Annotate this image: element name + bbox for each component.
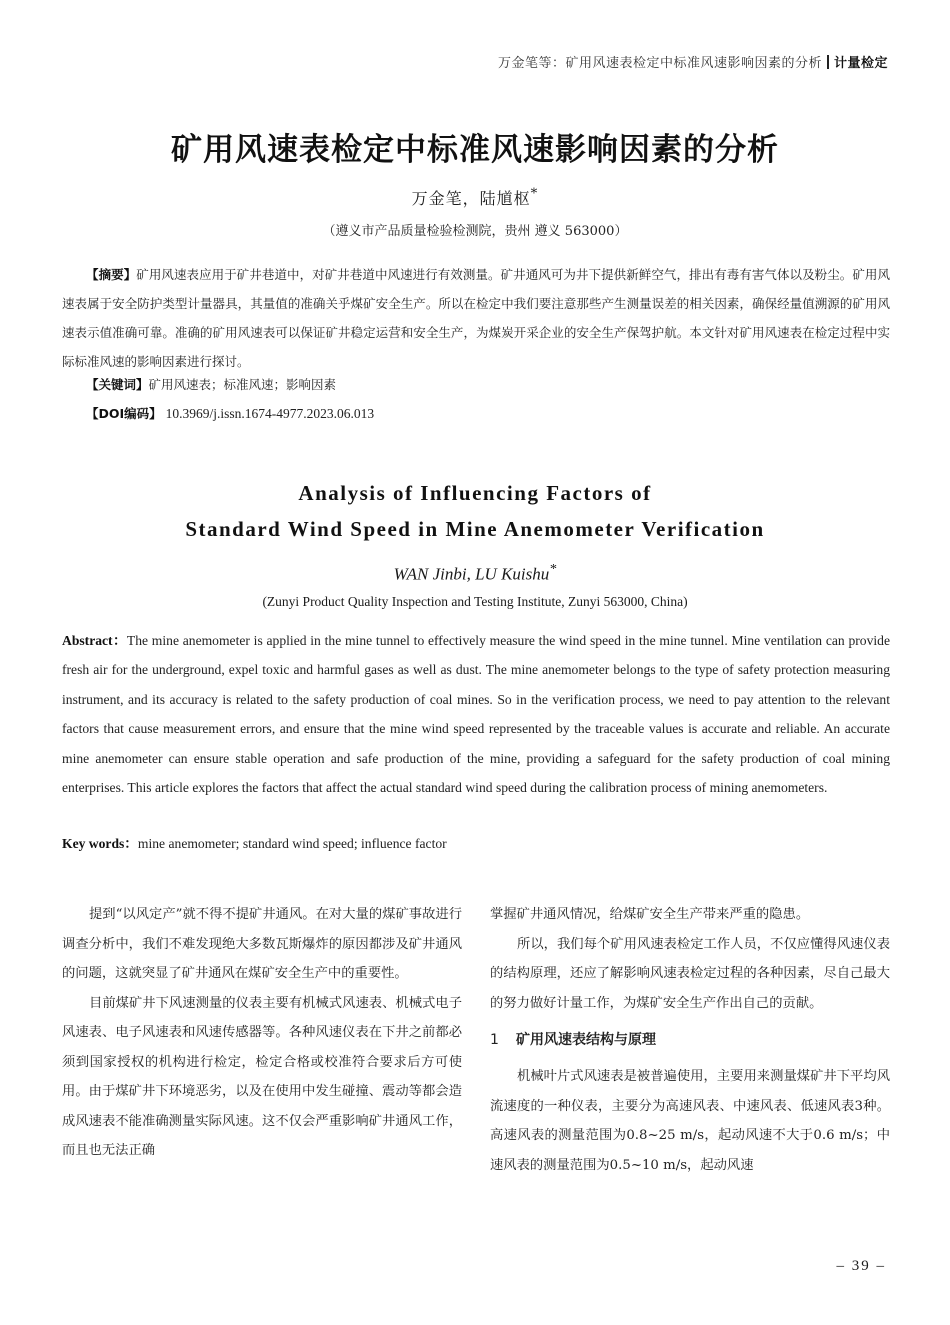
doi-value[interactable]: 10.3969/j.issn.1674-4977.2023.06.013 (165, 406, 375, 421)
abstract-zh-label: 【摘要】 (86, 267, 137, 282)
body-paragraph: 目前煤矿井下风速测量的仪表主要有机械式风速表、机械式电子风速表、电子风速表和风速传感器等。各种风速仪表在下井之前都必须到国家授权的机构进行检定，检定合格或校准符合要求后方可使用。由于煤矿井下环境恶劣，以及在使用中发生碰撞、震动等都会造成风速表不能准确测量实际风速。这不仅会严重影响矿井通风工作，而且也无法正确 (62, 995, 462, 1158)
body-paragraph: 机械叶片式风速表是被普遍使用，主要用来测量煤矿井下平均风流速度的一种仪表，主要分为高速风表、中速风表、低速风表3种。高速风表的测量范围为0.8~25 m/s，起动风速不大于0.6 m/s；中速风表的测量范围为0.5~10 m/s，起动风速 (490, 1069, 890, 1173)
body-paragraph: 提到“以风定产”就不得不提矿井通风。在对大量的煤矿事故进行调查分析中，我们不难发现绝大多数瓦斯爆炸的原因都涉及矿井通风的问题，这就突显了矿井通风在煤矿安全生产中的重要性。 (62, 907, 462, 981)
body-column-left (62, 900, 462, 1166)
running-header-section: 计量检定 (833, 56, 888, 71)
affiliation-zh: （遵义市产品质量检验检测院，贵州 遵义 563000） (322, 224, 628, 239)
section-heading-1 (490, 1028, 890, 1052)
keywords-zh (86, 375, 336, 393)
keywords-en-label: Key words： (62, 836, 138, 851)
authors-en-names: WAN Jinbi, LU Kuishu (393, 564, 550, 584)
authors-en (0, 561, 950, 585)
section-number: 1 (490, 1032, 499, 1048)
keywords-en-text: mine anemometer; standard wind speed; influence factor (137, 836, 447, 851)
authors-zh-names: 万金笔，陆馗枢 (411, 189, 531, 208)
keywords-zh-text: 矿用风速表；标准风速；影响因素 (148, 377, 337, 392)
affiliation-en: (Zunyi Product Quality Inspection and Testing Institute, Zunyi 563000, China) (262, 594, 688, 609)
body-paragraph-continuation: 掌握矿井通风情况，给煤矿安全生产带来严重的隐患。 (490, 907, 810, 922)
abstract-en-text: The mine anemometer is applied in the mine tunnel to effectively measure the wind speed in the mine tunnel. Mine ventilation can provide fresh air for the underground, expel toxic and harmful gases as well as dust. The mine anemometer belongs to the type of safety protection measuring instrument, and its accuracy is related to the safety production of coal mines. So in the verification process, we need to pay attention to the relevant factors that cause measurement errors, and ensure that the mine wind speed represented by the traceable values is accurate and reliable. An accurate mine anemometer can ensure stable operation and safe production of the mine, providing a safeguard for the safety production of coal mining enterprises. This article explores the factors that affect the actual standard wind speed during the calibration process of mining anemometers. (62, 633, 890, 796)
body-paragraph: 所以，我们每个矿用风速表检定工作人员，不仅应懂得风速仪表的结构原理，还应了解影响风速表检定过程的各种因素，尽自己最大的努力做好计量工作，为煤矿安全生产作出自己的贡献。 (490, 936, 890, 1011)
authors-zh (0, 186, 950, 209)
running-header (498, 52, 888, 71)
keywords-zh-label: 【关键词】 (86, 377, 149, 392)
keywords-en (62, 832, 447, 852)
running-header-title: 万金笔等：矿用风速表检定中标准风速影响因素的分析 (497, 56, 822, 71)
doi (86, 404, 374, 422)
section-title: 矿用风速表结构与原理 (516, 1032, 656, 1048)
paper-title-en-line1: Analysis of Influencing Factors of (298, 481, 652, 505)
abstract-en-label: Abstract： (62, 633, 127, 648)
corresponding-author-mark: * (530, 186, 539, 202)
abstract-zh (62, 260, 890, 376)
abstract-en (62, 626, 890, 802)
paper-title-en-line2: Standard Wind Speed in Mine Anemometer Verification (185, 517, 765, 541)
header-divider (827, 55, 829, 69)
abstract-zh-text: 矿用风速表应用于矿井巷道中，对矿井巷道中风速进行有效测量。矿井通风可为井下提供新鲜空气，排出有毒有害气体以及粉尘。矿用风速表属于安全防护类型计量器具，其量值的准确关乎煤矿安全生产。所以在检定中我们要注意那些产生测量误差的相关因素，确保经量值溯源的矿用风速表示值准确可靠。准确的矿用风速表可以保证矿井稳定运营和安全生产，为煤炭开采企业的安全生产保驾护航。本文针对矿用风速表在检定过程中实际标准风速的影响因素进行探讨。 (62, 267, 890, 369)
body-column-right (490, 900, 890, 1180)
doi-label: 【DOI编码】 (86, 406, 162, 421)
paper-title-zh: 矿用风速表检定中标准风速影响因素的分析 (171, 132, 779, 168)
corresponding-author-mark-en: * (549, 561, 557, 577)
page-number: – 39 – (836, 1258, 886, 1274)
